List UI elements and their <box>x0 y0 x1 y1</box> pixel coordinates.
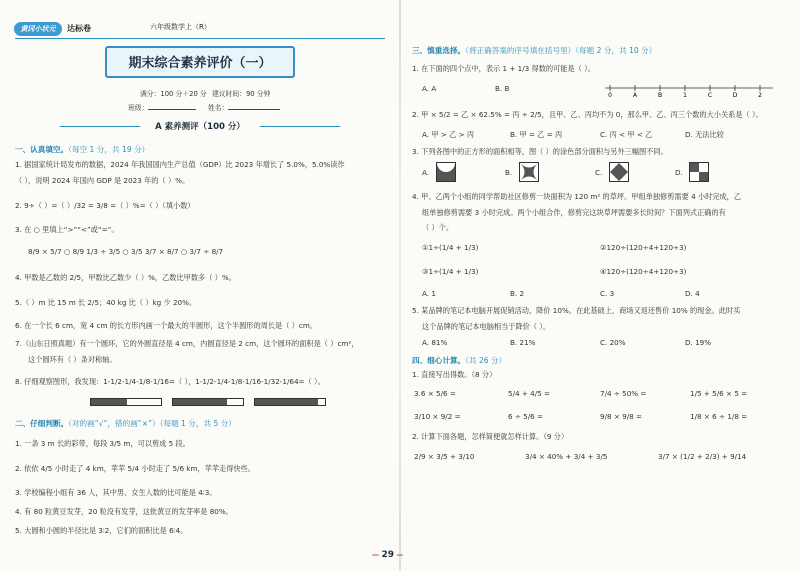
question-7-line1: 7.（山东日照真题）有一个圆环，它的外圆直径是 4 cm，内圆直径是 2 cm，这个圆环的面积是（ ）cm²， <box>15 339 359 348</box>
choice-4-expr-1: ①1÷(1/4 + 1/3) <box>422 243 479 252</box>
figure-bar-3 <box>254 398 326 406</box>
choice-4-expr-3: ③1÷(1/4 + 1/3) <box>422 267 479 276</box>
choice-3-option-a[interactable]: A. <box>422 168 430 177</box>
figure-bar-1 <box>90 398 162 406</box>
calc-1-item-6: 6 ÷ 5/6 = <box>508 412 544 421</box>
choice-4-expr-2: ②120÷(120÷4+120÷3) <box>600 243 687 252</box>
judge-1: 1. 一条 3 m 长的彩带，每段 3/5 m，可以剪成 5 段。 <box>15 439 190 448</box>
series-label: 达标卷 <box>67 24 91 33</box>
choice-3-option-d[interactable]: D. <box>675 168 683 177</box>
choice-1: 1. 在下面的四个点中，表示 1 + 1/3 得数的可能是（ ）。 <box>412 64 595 73</box>
right-page <box>400 0 800 571</box>
number-line <box>605 84 775 98</box>
judge-4: 4. 有 80 粒黄豆发芽，20 粒没有发芽，这批黄豆的发芽率是 80%。 <box>15 507 233 516</box>
part-a-title: A 素养测评（100 分） <box>155 122 245 132</box>
choice-4-line2: 组单独修剪需要 3 小时完成。两个小组合作，修剪完这块草坪需要多长时间？下面列式正确的有 <box>422 208 726 217</box>
choice-5-option-c[interactable]: C. 20% <box>600 338 626 347</box>
calc-1-item-1: 3.6 × 5/6 = <box>414 389 456 398</box>
question-1-line2: （ ），说明 2024 年国内 GDP 是 2023 年的（ ）%。 <box>15 176 190 185</box>
section-3-heading: 三、慎重选择。（将正确答案的序号填在括号里）（每题 2 分，共 10 分） <box>412 46 657 55</box>
choice-5-option-a[interactable]: A. 81% <box>422 338 448 347</box>
calc-1-item-3: 7/4 ÷ 50% = <box>600 389 647 398</box>
question-3-items: 8/9 × 5/7 ○ 8/9 1/3 ÷ 3/5 ○ 3/5 3/7 × 8/7 ○ 3/7 ÷ 8/7 <box>28 247 224 256</box>
choice-4-option-b[interactable]: B. 2 <box>510 289 525 298</box>
calc-1-item-2: 5/4 + 4/5 = <box>508 389 551 398</box>
header-rule <box>15 38 385 39</box>
square-figure-a <box>436 162 456 182</box>
choice-2: 2. 甲 × 5/2 = 乙 × 62.5% = 丙 ÷ 2/5，且甲、乙、丙均不为 0，那么甲、乙、丙三个数的大小关系是（ ）。 <box>412 110 763 119</box>
choice-2-option-a[interactable]: A. 甲 > 乙 > 丙 <box>422 130 475 139</box>
calc-2-item-2: 3/4 × 40% + 3/4 + 3/5 <box>525 452 608 461</box>
section-2-heading: 二、仔细判断。（对的画“√”，错的画“×”）（每题 1 分，共 5 分） <box>15 419 236 428</box>
choice-3-option-c[interactable]: C. <box>595 168 603 177</box>
svg-text:D: D <box>732 92 738 98</box>
svg-text:1: 1 <box>683 92 687 98</box>
calc-1-item-8: 1/8 × 6 ÷ 1/8 = <box>690 412 748 421</box>
question-3: 3. 在 ○ 里填上“>”“<”或“=”。 <box>15 225 119 234</box>
choice-4-line3: （ ）个。 <box>422 223 454 232</box>
calc-1-title: 1. 直接写出得数。（8 分） <box>412 370 497 379</box>
brand-logo: 黄冈小状元 <box>14 22 62 36</box>
square-figure-c <box>609 162 629 182</box>
part-rule-right <box>260 126 340 127</box>
class-label: 班级： <box>128 104 149 112</box>
section-1-heading: 一、认真填空。（每空 1 分，共 19 分） <box>15 145 150 154</box>
choice-4-option-c[interactable]: C. 3 <box>600 289 615 298</box>
grade-label: 六年级数学上（R） <box>150 23 211 31</box>
choice-4-option-d[interactable]: D. 4 <box>685 289 700 298</box>
choice-2-option-b[interactable]: B. 甲 = 乙 = 丙 <box>510 130 563 139</box>
judge-2: 2. 依依 4/5 小时走了 4 km，苹苹 5/4 小时走了 5/6 km，苹苹走得快些。 <box>15 464 255 473</box>
square-figure-d <box>689 162 709 182</box>
title-banner <box>105 46 295 78</box>
choice-3: 3. 下列各图中的正方形的面积相等，图（ ）的涂色部分面积与另外三幅图不同。 <box>412 147 668 156</box>
choice-3-option-b[interactable]: B. <box>505 168 513 177</box>
question-1-line1: 1. 据国家统计局发布的数据，2024 年我国国内生产总值（GDP）比 2023 年增长了 5.0%，5.0%读作 <box>15 160 345 169</box>
suggested-time: 建议时间：90 分钟 <box>212 90 271 98</box>
calc-2-item-1: 2/9 × 3/5 + 3/10 <box>414 452 475 461</box>
page-number: — 29 — <box>372 550 404 560</box>
choice-1-option-a[interactable]: A. A <box>422 84 437 93</box>
calc-1-item-4: 1/5 + 5/6 × 5 = <box>690 389 748 398</box>
choice-2-option-d[interactable]: D. 无法比较 <box>685 130 724 139</box>
choice-1-option-b[interactable]: B. B <box>495 84 510 93</box>
choice-5-option-b[interactable]: B. 21% <box>510 338 536 347</box>
judge-5: 5. 大圆和小圆的半径比是 3∶2，它们的面积比是 6∶4。 <box>15 526 188 535</box>
name-field[interactable] <box>208 102 280 112</box>
svg-text:0: 0 <box>608 92 612 98</box>
judge-3: 3. 学校编程小组有 36 人，其中男、女生人数的比可能是 4∶3。 <box>15 488 217 497</box>
name-label: 姓名： <box>208 104 229 112</box>
figure-bar-2 <box>172 398 244 406</box>
class-field[interactable] <box>128 102 196 112</box>
question-7-line2: 这个圆环有（ ）条对称轴。 <box>28 355 117 364</box>
full-score: 满分：100 分＋20 分 <box>140 90 207 98</box>
svg-text:C: C <box>707 92 713 98</box>
choice-4-option-a[interactable]: A. 1 <box>422 289 436 298</box>
svg-text:A: A <box>632 92 638 98</box>
choice-5-line2: 这个品牌的笔记本电脑相当于降价（ ）。 <box>422 322 551 331</box>
square-figure-b <box>519 162 539 182</box>
choice-5-option-d[interactable]: D. 19% <box>685 338 712 347</box>
svg-text:2: 2 <box>758 92 762 98</box>
choice-2-option-c[interactable]: C. 丙 < 甲 < 乙 <box>600 130 653 139</box>
question-8: 8. 仔细观察图形，我发现：1-1/2-1/4-1/8-1/16=（ ），1-1/2-1/4-1/8-1/16-1/32-1/64=（ ）。 <box>15 377 325 386</box>
calc-2-title: 2. 计算下面各题，怎样简便就怎样计算。（9 分） <box>412 432 569 441</box>
page-title: 期末综合素养评价（一） <box>105 46 295 78</box>
calc-1-item-7: 9/8 × 9/8 = <box>600 412 643 421</box>
choice-5-line1: 5. 某品牌的笔记本电脑开展促销活动，降价 10%。在此基础上，商场又返还售价 10% 的现金。此时买 <box>412 306 741 315</box>
svg-text:B: B <box>657 92 663 98</box>
part-rule-left <box>60 126 140 127</box>
choice-4-line1: 4. 甲、乙两个小组的同学帮助社区修剪一块面积为 120 m² 的草坪。甲组单独修剪需要 4 小时完成，乙 <box>412 192 742 201</box>
calc-1-item-5: 3/10 × 9/2 = <box>414 412 461 421</box>
question-6: 6. 在一个长 6 cm，宽 4 cm 的长方形内画一个最大的半圆形，这个半圆形的周长是（ ）cm。 <box>15 321 318 330</box>
question-4: 4. 甲数是乙数的 2/5，甲数比乙数少（ ）%，乙数比甲数多（ ）%。 <box>15 273 236 282</box>
choice-4-expr-4: ④120÷(120÷4+120÷3) <box>600 267 687 276</box>
question-2: 2. 9÷（ ）=（ ）/32 = 3/8 =（ ）%=（ ）（填小数） <box>15 201 195 210</box>
calc-2-item-3: 3/7 × (1/2 + 2/3) + 9/14 <box>658 452 747 461</box>
question-5: 5.（ ）m 比 15 m 长 2/5；40 kg 比（ ）kg 少 20%。 <box>15 298 197 307</box>
section-4-heading: 四、细心计算。（共 26 分） <box>412 356 507 365</box>
